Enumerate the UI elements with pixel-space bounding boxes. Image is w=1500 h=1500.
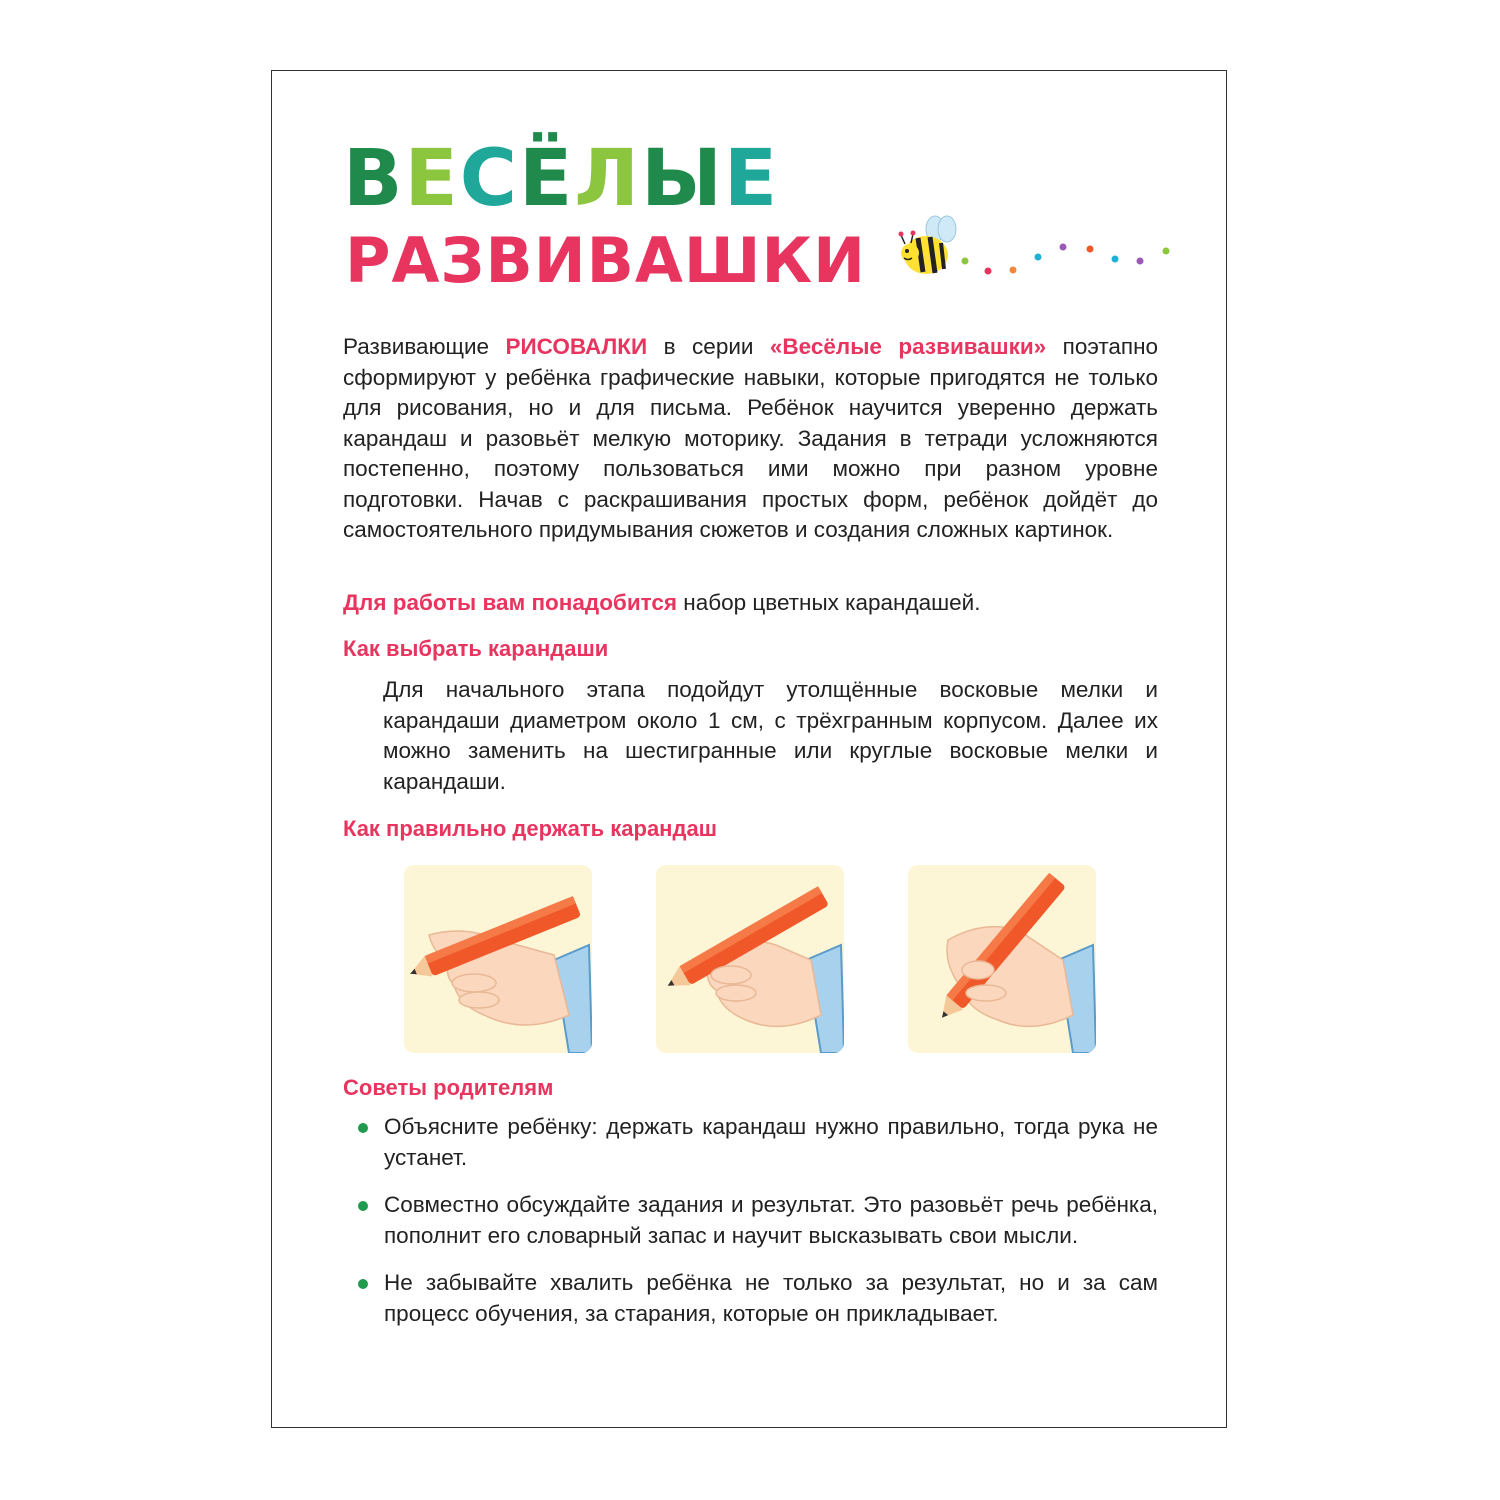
- list-item: Объясните ребёнку: держать карандаш нужно правильно, тогда рука не устанет.: [358, 1112, 1158, 1173]
- hand-pencil-icon: [404, 865, 592, 1053]
- parent-tips-list: [358, 1112, 1158, 1346]
- bullet-icon: [358, 1279, 368, 1289]
- heading-parent-tips: Советы родителям: [343, 1075, 554, 1100]
- hand-illustration-2: [656, 865, 844, 1053]
- pencil-grip-illustrations: [404, 865, 1096, 1053]
- hand-illustration-3: [908, 865, 1096, 1053]
- hand-pencil-icon: [908, 865, 1096, 1053]
- heading-choose-pencils: Как выбрать карандаши: [343, 636, 609, 661]
- choose-pencils-paragraph: Для начального этапа подойдут утолщённые восковые мелки и карандаши диаметром около 1 см, с трёхгранным корпусом. Далее их можно заменить на шестигранные или круглые восковые мелки и карандаши.: [383, 677, 1158, 794]
- logo-letter: Ё: [519, 134, 575, 224]
- intro-paragraph: Развивающие РИСОВАЛКИ в серии «Весёлые развивашки» поэтапно сформируют у ребёнка графические навыки, которые пригодятся не только для рисования, но и для письма. Ребёнок научится уверенно держать карандаш и разовьёт мелкую моторику. Задания в тетради усложняются постепенно, поэтому пользоваться ими можно при разном уровне подготовки. Начав с раскрашивания простых форм, ребёнок дойдёт до самостоятельного придумывания сюжетов и создания сложных картинок.: [343, 334, 1159, 542]
- hand-pencil-icon: [656, 865, 844, 1053]
- bee-icon: [890, 215, 1180, 285]
- hand-illustration-1: [404, 865, 592, 1053]
- bullet-icon: [358, 1201, 368, 1211]
- list-item: Совместно обсуждайте задания и результат. Это разовьёт речь ребёнка, пополнит его словарный запас и научит высказывать свои мысли.: [358, 1190, 1158, 1251]
- logo-letter: В: [343, 134, 405, 224]
- logo-letter: Л: [574, 134, 642, 224]
- heading-hold-pencil: Как правильно держать карандаш: [343, 816, 718, 841]
- logo-word-razvivashki: РАЗВИВАШКИ: [345, 224, 867, 297]
- accent-risovalki: РИСОВАЛКИ: [505, 334, 648, 359]
- logo-word-veselye: [343, 134, 780, 224]
- list-item: Не забывайте хвалить ребёнка не только за результат, но и за сам процесс обучения, за старания, которые он прикладывает.: [358, 1268, 1158, 1329]
- logo-letter: Е: [404, 134, 460, 224]
- bullet-icon: [358, 1123, 368, 1133]
- materials-accent: Для работы вам понадобится: [343, 590, 678, 615]
- logo-letter: Ы: [641, 134, 724, 224]
- series-logo: [343, 134, 867, 310]
- logo-letter: С: [459, 134, 519, 224]
- materials-paragraph: Для работы вам понадобится набор цветных карандашей.: [343, 590, 981, 615]
- logo-letter: Е: [723, 134, 780, 224]
- accent-series-name: «Весёлые развивашки»: [769, 334, 1047, 359]
